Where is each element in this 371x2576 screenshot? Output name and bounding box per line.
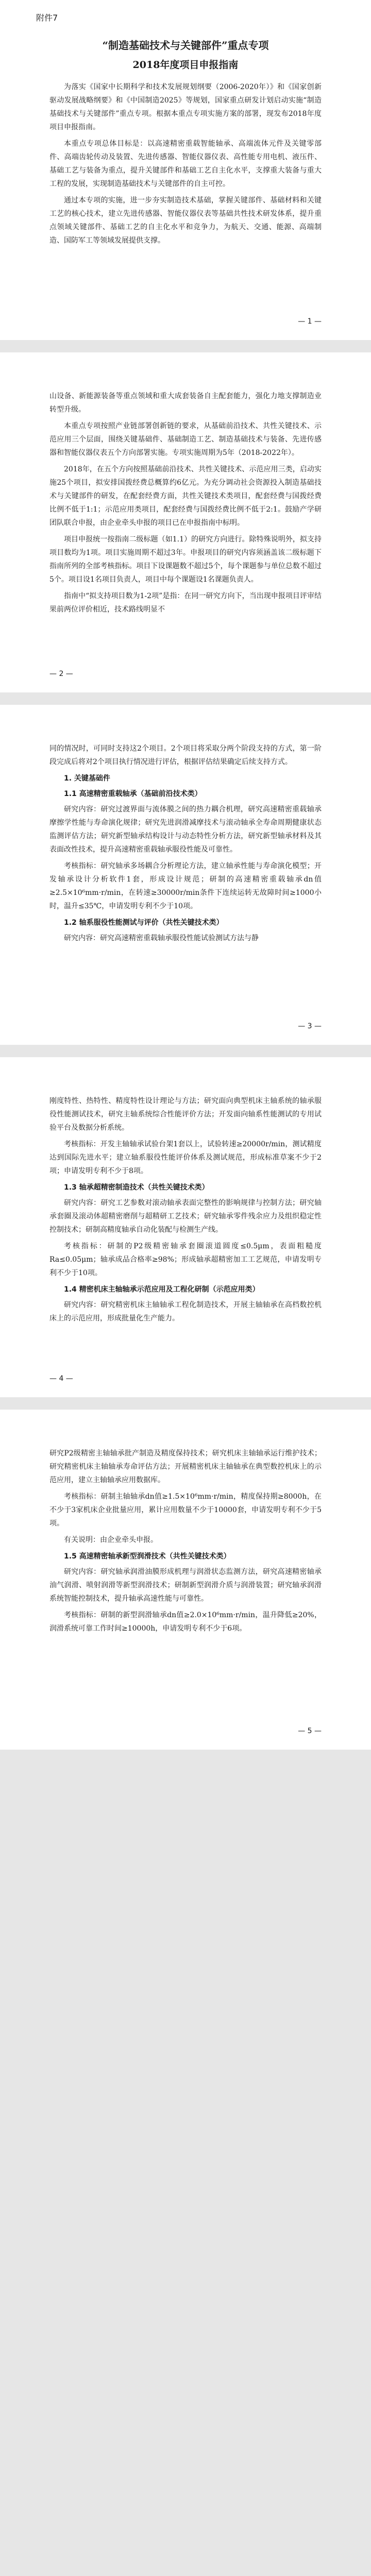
section-heading: 1.1 高速精密重载轴承（基础前沿技术类） <box>64 790 202 798</box>
section-heading: 1. 关键基础件 <box>64 774 110 783</box>
paragraph: 本重点专项总体目标是：以高速精密重载智能轴承、高端流体元件及关键零部件、高端齿轮传动及装置、先进传感器、智能仪器仪表、高性能专用电机、液压件、基础工艺与装备为重点，提升关键部件和基础工艺自主化水平，支撑重大装备与重大工程的发展，实现制造基础技术与关键部件的自主可控。 <box>49 140 322 188</box>
paragraph: 项目申报统一按指南二级标题（如1.1）的研究方向进行。除特殊说明外，拟支持项目数均为1项。项目实施周期不超过3年。申报项目的研究内容须涵盖该二级标题下指南所列的全部考核指标。项目下设课题数不超过5个，每个课题参与单位总数不超过5个。项目设1名项目负责人，项目中每个课题设1名课题负责人。 <box>49 535 322 584</box>
paragraph: 指南中“拟支持项目数为1-2项”是指：在同一研究方向下，当出现申报项目评审结果前两位评价相近，技术路线明显不 <box>49 592 322 614</box>
page-2 <box>0 352 371 692</box>
doc-subtitle: 2018年度项目申报指南 <box>132 59 239 71</box>
page-number: — 1 — <box>298 317 322 326</box>
page-3 <box>0 705 371 1045</box>
paragraph: 同的情况时，可同时支持这2个项目。2个项目将采取分两个阶段支持的方式，第一阶段完成后将对2个项目执行情况进行评估，根据评估结果确定后续支持方式。 <box>49 744 322 766</box>
page-number: — 3 — <box>298 1022 322 1030</box>
paragraph: 研究内容：研究过渡界面与流体膜之间的热力耦合机理，研究高速精密重载轴承摩擦学性能与寿命演化规律；研究先进润滑减摩技术与滚动轴承全寿命周期健康状态监测评估方法；研究新型轴承结构设计与动态特性分析方法，研究新型轴承材料及其表面改性技术，提升高速精密重载轴承服役性能及可靠性。 <box>49 805 322 854</box>
paragraph: 研究内容：研究精密机床主轴轴承工程化制造技术，开展主轴轴承在高档数控机床上的示范应用，形成批量化生产能力。 <box>49 1301 322 1323</box>
paragraph: 研究内容：研究工艺参数对滚动轴承表面完整性的影响规律与控制方法；研究轴承套圈及滚动体超精密磨削与超精研工艺技术；研究轴承零件残余应力及组织稳定性控制技术；研制高精度轴承自动化装配与检测生产线。 <box>49 1199 322 1234</box>
page-number: — 2 — <box>49 670 73 678</box>
paragraph: 有关说明：由企业牵头申报。 <box>64 1536 158 1544</box>
doc-title: “制造基础技术与关键部件”重点专项 <box>102 39 269 52</box>
paragraph: 本重点专项按照产业链部署创新链的要求，从基础前沿技术、共性关键技术、示范应用三个层面，围绕关键基础件、基础制造工艺、制造基础技术与装备、先进传感器和智能仪器仪表五个方向部署实施。专项实施周期为5年（2018-2022年）。 <box>49 422 322 457</box>
paragraph: 山设备、新能源装备等重点领域和重大成套装备自主配套能力，强化力地支撑制造业转型升级。 <box>49 392 322 414</box>
page-number: — 5 — <box>298 1727 322 1735</box>
section-heading: 1.4 精密机床主轴轴承示范应用及工程化研制（示范应用类） <box>64 1285 260 1294</box>
paragraph: 刚度特性、热特性、精度特性设计理论与方法；研究面向典型机床主轴系统的轴承服役性能测试技术，研究主轴系统综合性能评价方法；开发面向轴系性能测试的专用试验平台及数据分析系统。 <box>49 1097 322 1132</box>
page-4 <box>0 1057 371 1397</box>
page-1 <box>0 0 371 340</box>
paragraph: 研究内容：研究高速精密重载轴承服役性能试验测试方法与静 <box>64 934 259 942</box>
paragraph: 考核指标：研制主轴轴承dn值≥1.5×10⁶mm·r/min，精度保持期≥8000h，在不少于3家机床企业批量应用，累计应用数量不少于10000套，申请发明专利不少于5项。 <box>49 1493 322 1528</box>
paragraph: 研究P2级精密主轴轴承批产制造及精度保持技术；研究机床主轴轴承运行维护技术；研究精密机床主轴轴承寿命评估方法；开展精密机床主轴轴承在典型数控机床上的示范应用，建立主轴轴承应用数据库。 <box>49 1449 322 1484</box>
page-number: — 4 — <box>49 1375 73 1383</box>
paragraph: 2018年，在五个方向按照基础前沿技术、共性关键技术、示范应用三类，启动实施25个项目，拟安排国拨经费总概算约6亿元。为充分调动社会资源投入制造基础技术与关键部件的研发，在配套经费方面，共性关键技术类项目，配套经费与国拨经费比例不低于1:1；示范应用类项目，配套经费与国拨经费比例不低于2:1。鼓励产学研团队联合申报，由企业牵头申报的项目已在申报指南中标明。 <box>49 465 322 527</box>
paragraph: 考核指标：研制的P2级精密轴承套圈滚道圆度≤0.5μm，表面粗糙度Ra≤0.05μm；轴承成品合格率≥98%；形成轴承超精密加工工艺规范，申请发明专利不少于10项。 <box>49 1242 322 1277</box>
attachment-label: 附件7 <box>36 13 58 23</box>
paragraph: 为落实《国家中长期科学和技术发展规划纲要（2006-2020年）》和《国家创新驱动发展战略纲要》和《中国制造2025》等规划，国家重点研发计划启动实施“制造基础技术与关键部件”重点专项。根据本重点专项实施方案的部署，现发布2018年度项目申报指南。 <box>49 83 322 131</box>
section-heading: 1.3 轴承超精密制造技术（共性关键技术类） <box>64 1183 209 1192</box>
paragraph: 考核指标：研制的新型润滑轴承dn值≥2.0×10⁶mm·r/min，温升降低≥20%，润滑系统可靠工作时间≥10000h，申请发明专利不少于6项。 <box>49 1611 322 1633</box>
paragraph: 考核指标：研究轴承多场耦合分析理论方法，建立轴承性能与寿命演化模型；开发轴承设计分析软件1套，形成设计规范；研制的高速精密重载轴承dn值≥2.5×10⁶mm·r/min，在转速≥30000r/min条件下连续运转无故障时间≥1000小时，温升≤35℃，申请发明专利不少于10项。 <box>49 862 322 910</box>
page-5 <box>0 1410 371 1750</box>
paragraph: 考核指标：开发主轴轴承试验台架1套以上，试验转速≥20000r/min，测试精度达到国际先进水平；建立轴系服役性能评价体系及测试规范，形成标准草案不少于2项；申请发明专利不少于8项。 <box>49 1140 322 1175</box>
section-heading: 1.2 轴系服役性能测试与评价（共性关键技术类） <box>64 919 224 927</box>
paragraph: 通过本专项的实施，进一步夯实制造技术基础，掌握关键部件、基础材料和关键工艺的核心技术，建立先进传感器、智能仪器仪表等基础共性技术研发体系，提升重点领域关键部件、基础工艺的自主化水平和竞争力，为航天、交通、能源、高端制造、国防军工等领域发展提供支撑。 <box>49 196 322 245</box>
section-heading: 1.5 高速精密轴承新型润滑技术（共性关键技术类） <box>64 1552 231 1561</box>
paragraph: 研究内容：研究轴承润滑油膜形成机理与润滑状态监测方法，研究高速精密轴承油气润滑、喷射润滑等新型润滑技术；研制新型润滑介质与润滑装置；研究轴承润滑系统智能控制技术，提升轴承高速性能与可靠性。 <box>49 1568 322 1603</box>
